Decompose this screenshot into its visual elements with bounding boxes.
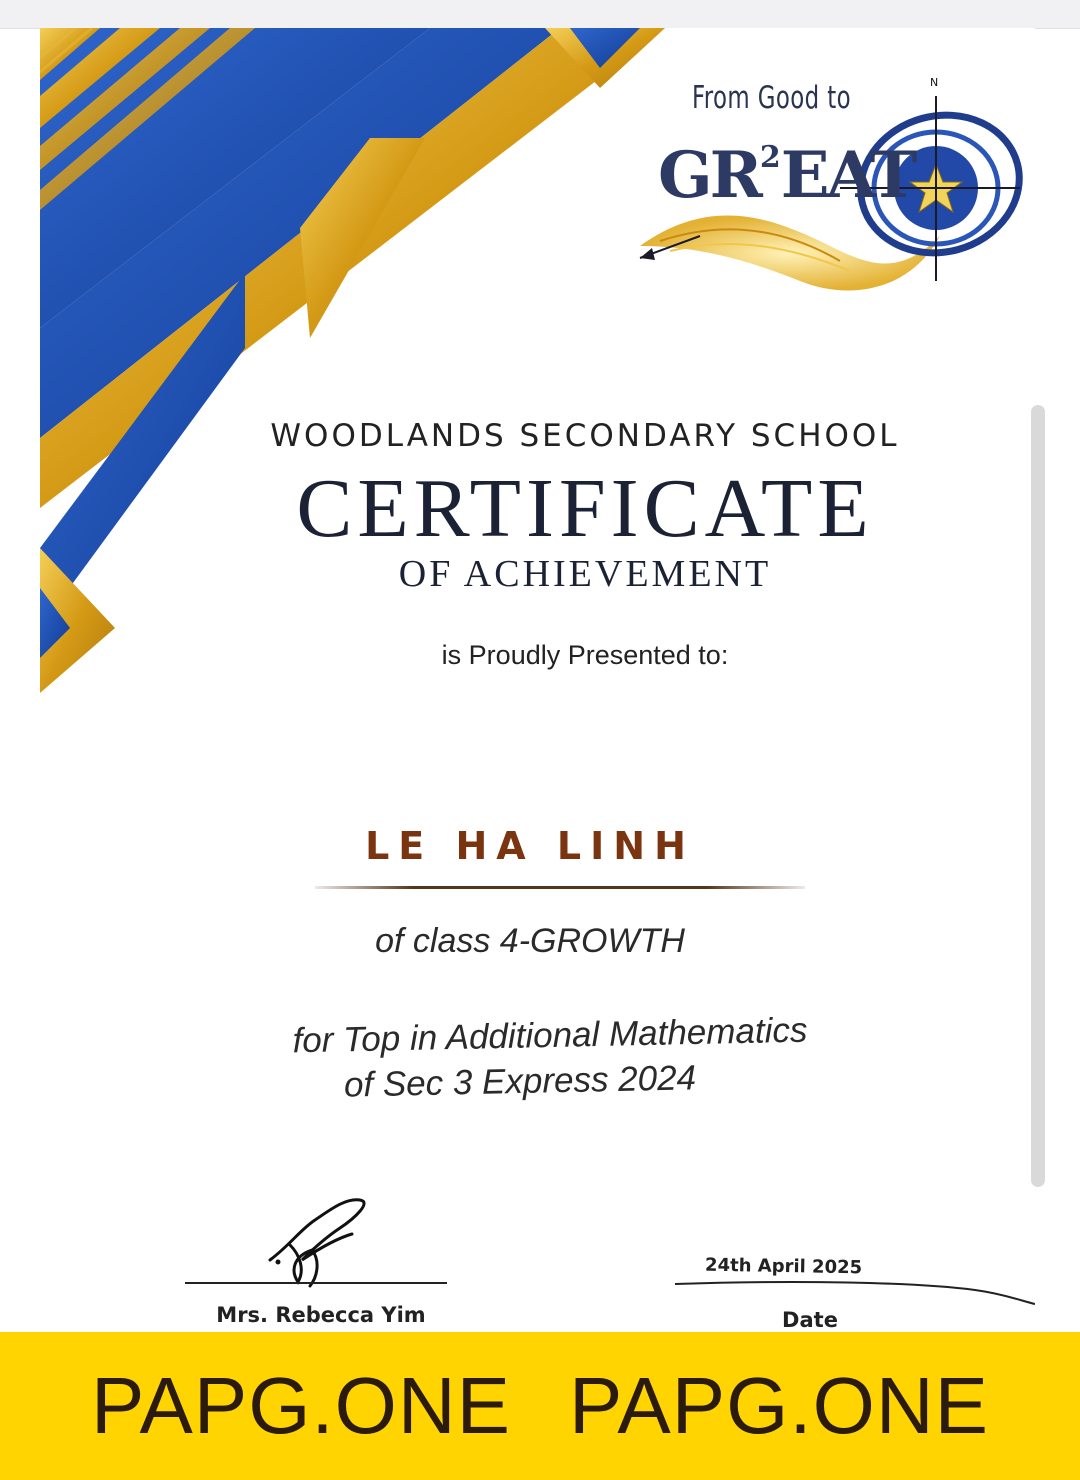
signatory-name: Mrs. Rebecca Yim: [216, 1303, 426, 1327]
certificate-paper: [40, 28, 1035, 1332]
watermark-banner: [0, 1332, 1080, 1480]
date-label: Date: [782, 1308, 838, 1332]
logo-tagline: From Good to: [692, 80, 852, 116]
class-line: of class 4-GROWTH: [375, 922, 685, 960]
decorative-corner-stripes: [40, 28, 680, 708]
banner-text-right: PAPG.ONE: [569, 1361, 989, 1450]
browser-top-bar: [0, 0, 1080, 29]
recipient-name: LE HA LINH: [365, 824, 695, 868]
certificate-subtitle: OF ACHIEVEMENT: [398, 553, 772, 595]
award-reason-line-2: of Sec 3 Express 2024: [343, 1058, 697, 1105]
handwritten-signature: [260, 1190, 380, 1290]
school-name: WOODLANDS SECONDARY SCHOOL: [270, 418, 900, 454]
signature-line: [185, 1282, 447, 1284]
logo-wordmark: $GR^2EAT$: [658, 138, 915, 213]
name-underline: [315, 886, 805, 889]
certificate-title: CERTIFICATE: [296, 462, 874, 555]
banner-text-left: PAPG.ONE: [91, 1361, 511, 1450]
great-logo: [600, 76, 1035, 316]
presented-to-line: is Proudly Presented to:: [441, 640, 729, 670]
date-line: [675, 1276, 1035, 1306]
vertical-scrollbar[interactable]: [1031, 405, 1045, 1187]
date-value: 24th April 2025: [704, 1254, 863, 1279]
compass-north-label: N: [930, 76, 939, 89]
award-reason-line-1: for Top in Additional Mathematics: [292, 1010, 808, 1061]
